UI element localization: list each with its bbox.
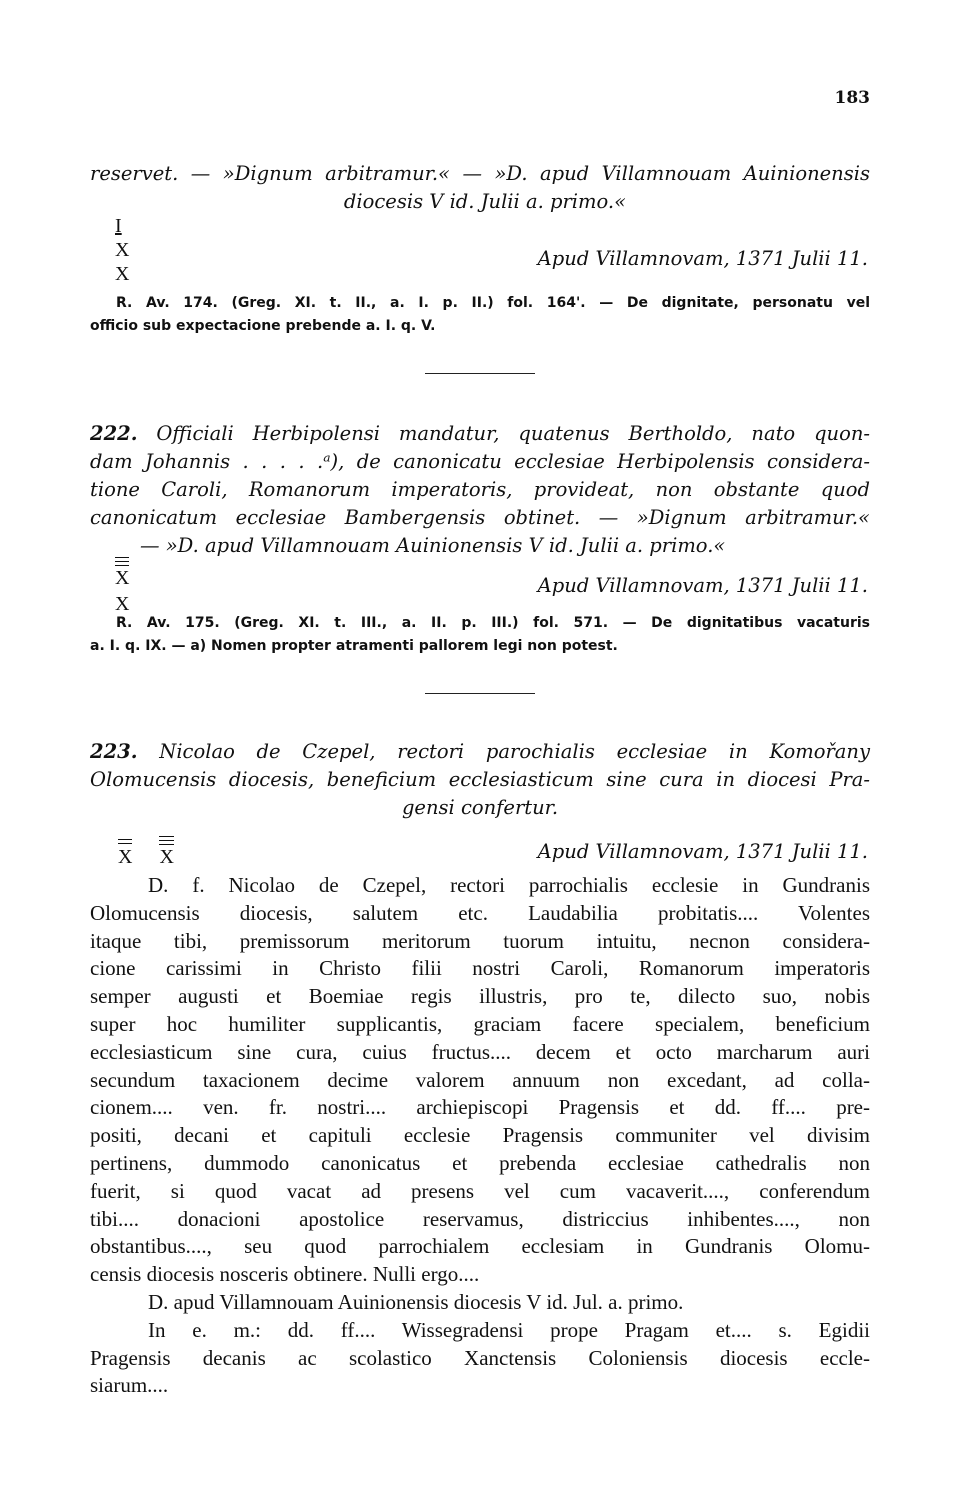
body-line: super hoc humiliter supplicantis, graciam facere specialem, beneficium: [90, 1011, 870, 1036]
archival-note: [90, 292, 870, 338]
note-line: officio sub expectacione prebende a. I. q. V.: [90, 318, 436, 334]
body-line: Olomucensis diocesis, salutem etc. Laudabilia probitatis.... Volentes: [90, 900, 870, 925]
text-line: 223. Nicolao de Czepel, rectori parochialis ecclesiae in Komořany: [90, 740, 871, 763]
register-mark: X X: [115, 568, 129, 614]
entry-number: 223.: [90, 740, 138, 763]
page-number: 183: [834, 88, 870, 108]
body-line: cione carissimi in Christo filii nostri Caroli, Romanorum imperatoris: [90, 956, 870, 981]
text-line: canonicatum ecclesiae Bambergensis obtinet. — »Dignum arbitramur.«: [90, 506, 870, 529]
body-line: positi, decani et capituli ecclesie Pragensis communiter vel divisim: [90, 1123, 870, 1148]
body-line: cionem.... ven. fr. nostri.... archiepiscopi Pragensis et dd. ff.... pre-: [90, 1095, 870, 1120]
dateline: Apud Villamnovam, 1371 Julii 11.: [537, 247, 868, 270]
entry-223-summary: [90, 738, 870, 822]
text-line: dam Johannis . . . . .ᵃ), de canonicatu ecclesiae Herbipolensis considera-: [90, 450, 870, 473]
text-line: 222. Officiali Herbipolensi mandatur, quatenus Bertholdo, nato quon-: [90, 422, 870, 445]
text-line: diocesis V id. Julii a. primo.«: [343, 190, 627, 213]
text-line: — »D. apud Villamnouam Auinionensis V id. Julii a. primo.«: [140, 534, 726, 557]
entry-222-summary: [90, 420, 870, 560]
dateline: Apud Villamnovam, 1371 Julii 11.: [537, 840, 868, 863]
text-line: gensi confertur.: [401, 796, 559, 819]
body-line: Pragensis decanis ac scolastico Xanctensis Coloniensis diocesis eccle-: [90, 1345, 870, 1370]
body-line: D. f. Nicolao de Czepel, rectori parrochialis ecclesie in Gundranis: [148, 873, 870, 897]
register-mark: X X: [118, 847, 174, 867]
body-line: pertinens, dummodo canonicatus et prebenda ecclesiae cathedralis non: [90, 1150, 870, 1175]
dateline: Apud Villamnovam, 1371 Julii 11.: [537, 574, 868, 597]
body-line: censis diocesis nosceris obtinere. Nulli ergo....: [90, 1262, 480, 1287]
section-divider: [425, 373, 535, 374]
text-line: reservet. — »Dignum arbitramur.« — »D. apud Villamnouam Auinionensis: [90, 162, 870, 185]
body-line: tibi.... donacioni apostolice reservamus, districcius inhibentes...., non: [90, 1206, 870, 1231]
section-divider: [425, 693, 535, 694]
note-line: R. Av. 175. (Greg. XI. t. III., a. II. p. III.) fol. 571. — De dignitatibus vacaturis: [116, 615, 870, 631]
date-line: D. apud Villamnouam Auinionensis diocesis V id. Jul. a. primo.: [148, 1289, 684, 1314]
body-line: obstantibus...., seu quod parrochialem ecclesiam in Gundranis Olomu-: [90, 1234, 870, 1259]
body-line: itaque tibi, premissorum meritorum tuorum intuitu, necnon considera-: [90, 928, 870, 953]
document-body: [90, 872, 870, 1400]
body-line: siarum....: [90, 1373, 169, 1398]
body-line: ecclesiasticum sine cura, cuius fructus.... decem et octo marcharum auri: [90, 1039, 870, 1064]
note-line: R. Av. 174. (Greg. XI. t. II., a. I. p. II.) fol. 164'. — De dignitate, personatu vel: [116, 295, 870, 311]
text-line: tione Caroli, Romanorum imperatoris, provideat, non obstante quod: [90, 478, 870, 501]
body-line: semper augusti et Boemiae regis illustris, pro te, dilecto suo, nobis: [90, 984, 870, 1009]
archival-note: [90, 612, 870, 658]
body-line: fuerit, si quod vacat ad presens vel cum vacaverit...., conferendum: [90, 1178, 870, 1203]
body-line: secundum taxacionem decime valorem annuum non excedant, ad colla-: [90, 1067, 870, 1092]
register-mark: I X X: [115, 215, 130, 285]
body-line: In e. m.: dd. ff.... Wissegradensi prope Pragam et.... s. Egidii: [148, 1317, 870, 1342]
note-line: a. I. q. IX. — a) Nomen propter atramenti pallorem legi non potest.: [90, 638, 618, 654]
entry-number: 222.: [90, 422, 138, 445]
text-line: Olomucensis diocesis, beneficium ecclesiasticum sine cura in diocesi Pra-: [90, 768, 870, 791]
continuation-text: [90, 160, 870, 216]
